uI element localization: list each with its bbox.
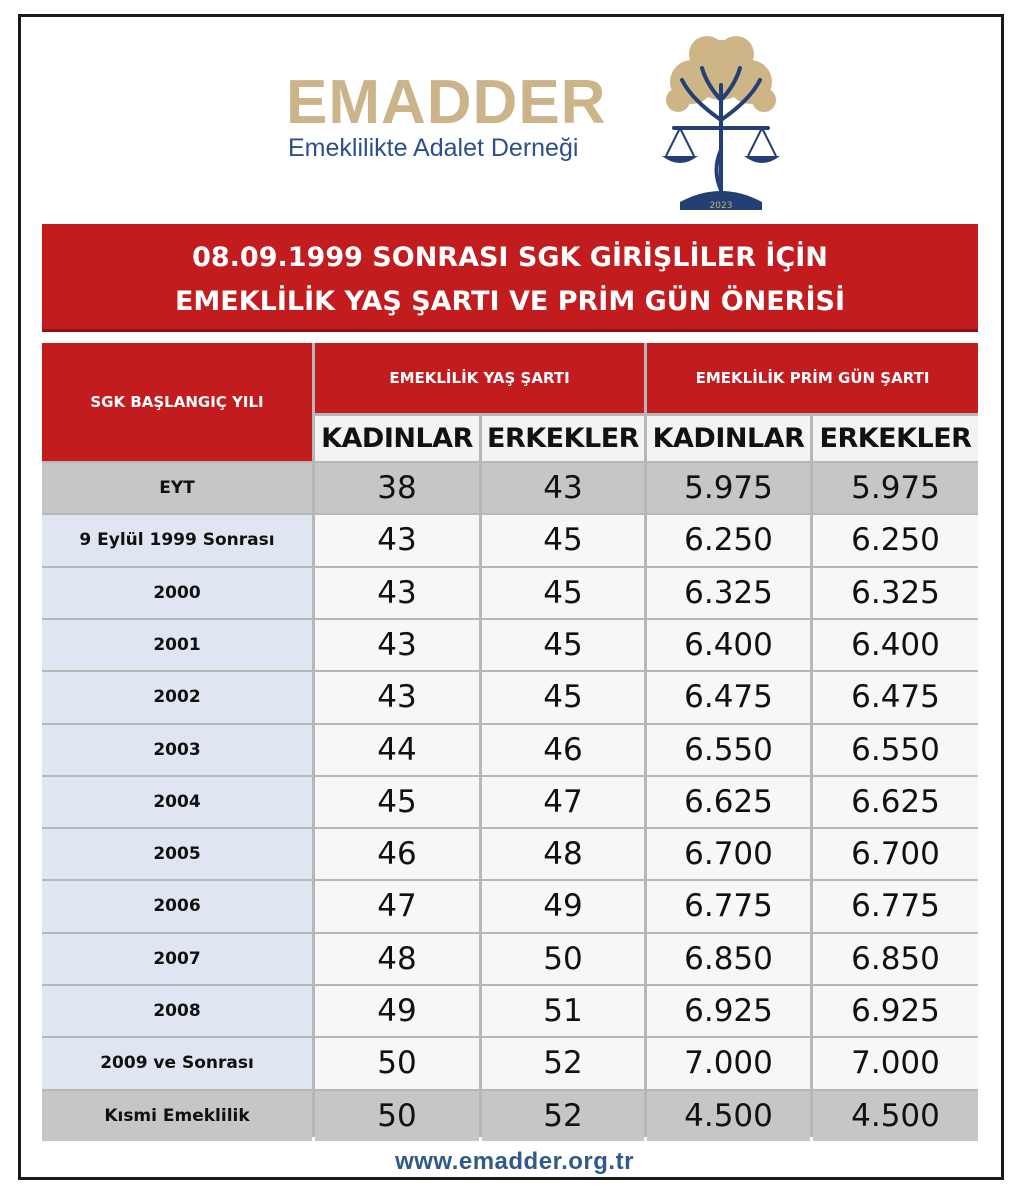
age-women-value: 43: [315, 672, 479, 723]
prim-men-value: 5.975: [813, 463, 978, 513]
row-label: 2002: [42, 672, 312, 723]
prim-women-value: 6.775: [647, 881, 810, 932]
age-women-value: 48: [315, 934, 479, 984]
prim-men-value: 6.475: [813, 672, 978, 723]
age-women-value: 43: [315, 620, 479, 670]
row-label: 2003: [42, 725, 312, 775]
age-men-value: 48: [482, 829, 644, 879]
age-men-value: 50: [482, 934, 644, 984]
age-men-value: 45: [482, 515, 644, 566]
subheader-prim-men: ERKEKLER: [813, 416, 978, 461]
age-women-value: 46: [315, 829, 479, 879]
title-line-2: EMEKLİLİK YAŞ ŞARTI VE PRİM GÜN ÖNERİSİ: [174, 286, 846, 317]
row-label: 2006: [42, 881, 312, 932]
header-age-requirement: EMEKLİLİK YAŞ ŞARTI: [315, 343, 644, 413]
age-women-value: 44: [315, 725, 479, 775]
brand-name: EMADDER: [286, 68, 607, 137]
age-men-value: 52: [482, 1091, 644, 1141]
prim-women-value: 5.975: [647, 463, 810, 513]
retirement-table: [42, 343, 978, 1137]
brand-subtitle: Emeklilikte Adalet Derneği: [288, 134, 579, 162]
age-women-value: 47: [315, 881, 479, 932]
age-men-value: 45: [482, 620, 644, 670]
subheader-prim-women: KADINLAR: [647, 416, 810, 461]
prim-men-value: 7.000: [813, 1038, 978, 1089]
header-start-year: SGK BAŞLANGIÇ YILI: [42, 343, 312, 461]
age-men-value: 52: [482, 1038, 644, 1089]
prim-women-value: 6.850: [647, 934, 810, 984]
prim-men-value: 4.500: [813, 1091, 978, 1141]
age-women-value: 45: [315, 777, 479, 827]
row-label: 2008: [42, 986, 312, 1036]
prim-men-value: 6.400: [813, 620, 978, 670]
age-men-value: 51: [482, 986, 644, 1036]
justice-tree-logo-icon: [652, 30, 790, 214]
row-label: 2005: [42, 829, 312, 879]
row-label: 2007: [42, 934, 312, 984]
row-label: 2009 ve Sonrası: [42, 1038, 312, 1089]
age-women-value: 43: [315, 568, 479, 618]
prim-women-value: 6.550: [647, 725, 810, 775]
prim-women-value: 7.000: [647, 1038, 810, 1089]
age-women-value: 49: [315, 986, 479, 1036]
prim-men-value: 6.250: [813, 515, 978, 566]
prim-men-value: 6.625: [813, 777, 978, 827]
prim-women-value: 6.475: [647, 672, 810, 723]
prim-women-value: 6.625: [647, 777, 810, 827]
age-men-value: 46: [482, 725, 644, 775]
title-line-1: 08.09.1999 SONRASI SGK GİRİŞLİLER İÇİN: [192, 242, 828, 273]
age-men-value: 47: [482, 777, 644, 827]
age-women-value: 50: [315, 1038, 479, 1089]
row-label: 2001: [42, 620, 312, 670]
row-label: EYT: [42, 463, 312, 513]
age-men-value: 43: [482, 463, 644, 513]
prim-men-value: 6.775: [813, 881, 978, 932]
header-premium-days: EMEKLİLİK PRİM GÜN ŞARTI: [647, 343, 978, 413]
title-banner: [42, 224, 978, 332]
row-label: 2004: [42, 777, 312, 827]
age-men-value: 45: [482, 568, 644, 618]
prim-men-value: 6.325: [813, 568, 978, 618]
prim-men-value: 6.925: [813, 986, 978, 1036]
prim-women-value: 4.500: [647, 1091, 810, 1141]
prim-women-value: 6.325: [647, 568, 810, 618]
age-women-value: 38: [315, 463, 479, 513]
prim-women-value: 6.700: [647, 829, 810, 879]
row-label: Kısmi Emeklilik: [42, 1091, 312, 1141]
subheader-age-men: ERKEKLER: [482, 416, 644, 461]
website-url: www.emadder.org.tr: [395, 1148, 634, 1175]
prim-men-value: 6.700: [813, 829, 978, 879]
prim-women-value: 6.925: [647, 986, 810, 1036]
age-women-value: 43: [315, 515, 479, 566]
row-label: 9 Eylül 1999 Sonrası: [42, 515, 312, 566]
row-label: 2000: [42, 568, 312, 618]
prim-men-value: 6.850: [813, 934, 978, 984]
prim-women-value: 6.250: [647, 515, 810, 566]
age-men-value: 45: [482, 672, 644, 723]
prim-men-value: 6.550: [813, 725, 978, 775]
age-men-value: 49: [482, 881, 644, 932]
subheader-age-women: KADINLAR: [315, 416, 479, 461]
prim-women-value: 6.400: [647, 620, 810, 670]
emblem-year: 2023: [709, 201, 733, 211]
age-women-value: 50: [315, 1091, 479, 1141]
